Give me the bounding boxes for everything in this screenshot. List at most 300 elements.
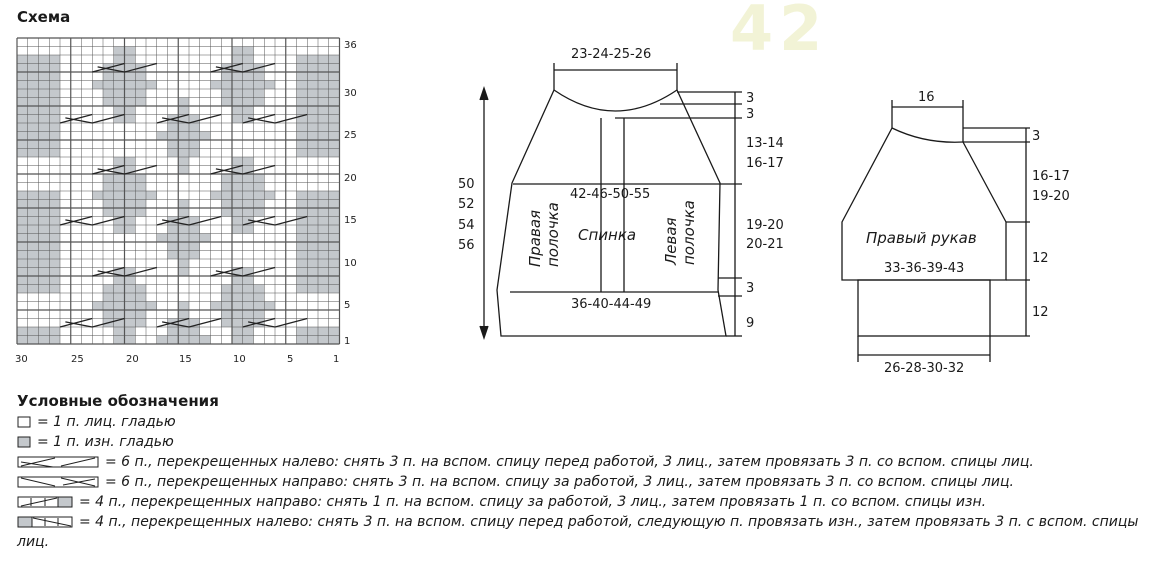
- purl-cell: [221, 293, 232, 302]
- purl-cell: [221, 302, 232, 311]
- purl-cell: [297, 55, 308, 64]
- purl-cell: [17, 217, 28, 226]
- purl-cell: [232, 293, 243, 302]
- measure: 3: [746, 281, 755, 296]
- purl-cell: [17, 285, 28, 294]
- purl-cell: [39, 72, 50, 81]
- purl-cell: [254, 302, 265, 311]
- purl-cell: [125, 72, 136, 81]
- purl-cell: [329, 200, 340, 209]
- legend-item: [17, 452, 1147, 472]
- purl-cell: [318, 140, 329, 149]
- purl-cell: [232, 47, 243, 56]
- purl-cell: [114, 157, 125, 166]
- purl-cell: [17, 132, 28, 141]
- purl-cell: [318, 327, 329, 336]
- purl-cell: [297, 140, 308, 149]
- purl-cell: [178, 123, 189, 132]
- purl-cell: [49, 251, 60, 260]
- purl-cell: [39, 149, 50, 158]
- purl-cell: [28, 64, 39, 73]
- length-size: 50: [458, 177, 475, 192]
- purl-cell: [49, 327, 60, 336]
- purl-cell: [307, 276, 318, 285]
- purl-cell: [297, 208, 308, 217]
- purl-cell: [178, 106, 189, 115]
- purl-cell: [17, 81, 28, 90]
- purl-cell: [49, 259, 60, 268]
- purl-cell: [103, 98, 114, 107]
- purl-cell: [307, 55, 318, 64]
- purl-cell: [307, 336, 318, 345]
- purl-cell: [125, 183, 136, 192]
- measure: 20-21: [746, 237, 784, 252]
- knitting-chart: [0, 28, 370, 368]
- purl-cell: [49, 123, 60, 132]
- purl-cell: [232, 276, 243, 285]
- watermark: 42: [730, 0, 829, 65]
- purl-cell: [17, 242, 28, 251]
- purl-cell: [114, 225, 125, 234]
- length-size: 56: [458, 238, 475, 253]
- measure: 9: [746, 316, 755, 331]
- purl-cell: [178, 310, 189, 319]
- purl-cell: [318, 123, 329, 132]
- legend-text: = 4 п., перекрещенных налево: снять 3 п. на вспом. спицу перед работой, следующую п. провязать изн., затем провязать 3 п. с вспом. спицы лиц.: [17, 514, 1139, 550]
- neckline: [554, 90, 677, 111]
- purl-cell: [17, 200, 28, 209]
- legend-text: = 6 п., перекрещенных направо: снять 3 п. на вспом. спицу за работой, 3 лиц., затем провязать 3 п. со вспом. спицы лиц.: [105, 474, 1014, 490]
- purl-cell: [329, 191, 340, 200]
- purl-cell: [178, 268, 189, 277]
- purl-cell: [307, 149, 318, 158]
- purl-cell: [232, 225, 243, 234]
- purl-cell: [243, 81, 254, 90]
- measure: 19-20: [746, 218, 784, 233]
- back-label: Спинка: [578, 226, 637, 244]
- purl-cell: [200, 132, 211, 141]
- purl-cell: [39, 81, 50, 90]
- purl-cell: [49, 268, 60, 277]
- legend-text: = 6 п., перекрещенных налево: снять 3 п. на вспом. спицу перед работой, 3 лиц., затем провязать 3 п. со вспом. спицы лиц.: [105, 454, 1034, 470]
- purl-cell: [125, 302, 136, 311]
- purl-cell: [135, 208, 146, 217]
- sleeve-outline: [842, 128, 1006, 280]
- purl-cell: [178, 200, 189, 209]
- purl-cell: [307, 132, 318, 141]
- cross-right-4-icon: [17, 496, 75, 508]
- purl-cell: [329, 251, 340, 260]
- purl-cell: [28, 200, 39, 209]
- purl-cell: [114, 55, 125, 64]
- purl-cell: [103, 89, 114, 98]
- purl-cell: [168, 140, 179, 149]
- purl-cell: [329, 234, 340, 243]
- purl-cell: [114, 72, 125, 81]
- purl-cell: [125, 336, 136, 345]
- purl-cell: [168, 225, 179, 234]
- purl-cell: [28, 89, 39, 98]
- purl-cell: [307, 259, 318, 268]
- purl-cell: [28, 251, 39, 260]
- purl-cell: [114, 200, 125, 209]
- purl-cell: [49, 89, 60, 98]
- purl-cell: [103, 191, 114, 200]
- purl-cell: [178, 149, 189, 158]
- purl-cell: [17, 149, 28, 158]
- purl-cell: [318, 98, 329, 107]
- purl-cell: [28, 55, 39, 64]
- purl-cell: [297, 242, 308, 251]
- row-number: 10: [344, 258, 357, 269]
- purl-cell: [17, 123, 28, 132]
- purl-cell: [39, 55, 50, 64]
- purl-cell: [189, 132, 200, 141]
- purl-cell: [318, 81, 329, 90]
- purl-cell: [318, 115, 329, 124]
- purl-cell: [221, 200, 232, 209]
- purl-cell: [243, 98, 254, 107]
- purl-cell: [211, 302, 222, 311]
- purl-cell: [243, 47, 254, 56]
- purl-cell: [135, 302, 146, 311]
- purl-cell: [318, 55, 329, 64]
- purl-cell: [307, 89, 318, 98]
- purl-cell: [28, 268, 39, 277]
- purl-cell: [254, 191, 265, 200]
- purl-cell: [157, 132, 168, 141]
- purl-cell: [178, 98, 189, 107]
- purl-cell: [221, 319, 232, 328]
- purl-cell: [125, 200, 136, 209]
- purl-cell: [297, 106, 308, 115]
- purl-cell: [189, 327, 200, 336]
- purl-cell: [178, 140, 189, 149]
- purl-cell: [307, 200, 318, 209]
- purl-cell: [125, 174, 136, 183]
- purl-cell: [221, 285, 232, 294]
- purl-cell: [125, 285, 136, 294]
- purl-cell: [49, 234, 60, 243]
- purl-cell: [28, 123, 39, 132]
- purl-cell: [232, 81, 243, 90]
- purl-cell: [114, 47, 125, 56]
- hip-width: 36-40-44-49: [571, 297, 652, 312]
- chest-width: 42-46-50-55: [570, 187, 651, 202]
- purl-cell: [168, 327, 179, 336]
- sleeve-cap: [892, 128, 963, 142]
- purl-cell: [329, 208, 340, 217]
- purl-cell: [39, 217, 50, 226]
- sleeve-top-width: 16: [918, 90, 935, 105]
- purl-cell: [297, 234, 308, 243]
- purl-cell: [125, 319, 136, 328]
- length-size: 52: [458, 197, 475, 212]
- purl-cell: [232, 174, 243, 183]
- purl-cell: [39, 208, 50, 217]
- purl-cell: [28, 191, 39, 200]
- purl-cell: [329, 106, 340, 115]
- purl-cell: [329, 217, 340, 226]
- purl-cell: [17, 234, 28, 243]
- purl-cell: [168, 251, 179, 260]
- purl-cell: [232, 302, 243, 311]
- purl-cell: [17, 72, 28, 81]
- measure: 12: [1032, 305, 1049, 320]
- legend-item: [17, 472, 1147, 492]
- legend: [17, 392, 1147, 552]
- purl-cell: [243, 302, 254, 311]
- purl-cell: [318, 259, 329, 268]
- purl-cell: [254, 183, 265, 192]
- purl-cell: [39, 234, 50, 243]
- purl-cell: [243, 276, 254, 285]
- purl-cell: [114, 310, 125, 319]
- purl-cell: [178, 302, 189, 311]
- row-number: 30: [344, 88, 357, 99]
- purl-cell: [221, 208, 232, 217]
- purl-cell: [232, 157, 243, 166]
- purl-cell: [178, 242, 189, 251]
- purl-cell: [17, 98, 28, 107]
- purl-cell: [329, 89, 340, 98]
- cross-left-4-icon: [17, 516, 75, 528]
- purl-cell: [189, 251, 200, 260]
- purl-cell: [28, 149, 39, 158]
- purl-cell: [125, 98, 136, 107]
- purl-cell: [318, 217, 329, 226]
- purl-cell: [125, 47, 136, 56]
- purl-cell: [39, 276, 50, 285]
- purl-cell: [318, 149, 329, 158]
- purl-cell: [168, 132, 179, 141]
- purl-cell: [39, 140, 50, 149]
- purl-cell: [17, 251, 28, 260]
- purl-cell: [254, 285, 265, 294]
- purl-cell: [189, 140, 200, 149]
- purl-cell: [28, 242, 39, 251]
- purl-cell: [243, 293, 254, 302]
- purl-cell: [125, 208, 136, 217]
- purl-cell: [28, 72, 39, 81]
- legend-item: [17, 432, 1147, 452]
- purl-cell: [178, 132, 189, 141]
- purl-cell: [178, 166, 189, 175]
- purl-cell: [243, 191, 254, 200]
- length-size: 54: [458, 218, 475, 233]
- purl-cell: [49, 64, 60, 73]
- purl-cell: [189, 149, 200, 158]
- purl-cell: [297, 225, 308, 234]
- purl-cell: [39, 132, 50, 141]
- purl-cell: [329, 123, 340, 132]
- measure: 16-17: [746, 156, 784, 171]
- purl-cell: [189, 336, 200, 345]
- col-number: 20: [126, 354, 139, 365]
- right-front-label: Правая полочка: [526, 202, 562, 267]
- purl-cell: [39, 225, 50, 234]
- purl-cell: [297, 276, 308, 285]
- purl-cell: [318, 285, 329, 294]
- purl-cell: [318, 225, 329, 234]
- purl-cell: [103, 208, 114, 217]
- purl-cell: [39, 64, 50, 73]
- purl-cell: [189, 225, 200, 234]
- purl-cell: [49, 72, 60, 81]
- purl-cell: [264, 81, 275, 90]
- purl-cell: [232, 72, 243, 81]
- purl-cell: [114, 98, 125, 107]
- purl-cell: [28, 327, 39, 336]
- purl-cell: [103, 310, 114, 319]
- purl-cell: [329, 149, 340, 158]
- measure: 3: [746, 107, 755, 122]
- purl-cell: [329, 115, 340, 124]
- purl-cell: [221, 174, 232, 183]
- purl-cell: [307, 81, 318, 90]
- purl-cell: [297, 81, 308, 90]
- purl-cell: [297, 251, 308, 260]
- sleeve-width: 33-36-39-43: [884, 261, 965, 276]
- legend-item: [17, 512, 1147, 552]
- purl-cell: [232, 106, 243, 115]
- purl-cell: [243, 200, 254, 209]
- purl-cell: [329, 268, 340, 277]
- purl-cell: [28, 276, 39, 285]
- purl-cell: [114, 327, 125, 336]
- purl-cell: [264, 302, 275, 311]
- purl-cell: [17, 225, 28, 234]
- purl-cell: [297, 132, 308, 141]
- purl-cell: [114, 208, 125, 217]
- purl-cell: [307, 98, 318, 107]
- purl-cell: [125, 310, 136, 319]
- purl-cell: [49, 140, 60, 149]
- purl-cell: [243, 106, 254, 115]
- purl-cell: [114, 293, 125, 302]
- purl-cell: [307, 285, 318, 294]
- purl-cell: [168, 234, 179, 243]
- purl-cell: [178, 208, 189, 217]
- purl-cell: [178, 225, 189, 234]
- purl-cell: [232, 208, 243, 217]
- purl-cell: [307, 64, 318, 73]
- purl-cell: [49, 208, 60, 217]
- purl-cell: [39, 200, 50, 209]
- purl-cell: [307, 327, 318, 336]
- purl-cell: [307, 234, 318, 243]
- purl-cell: [329, 336, 340, 345]
- purl-cell: [243, 157, 254, 166]
- purl-cell: [243, 327, 254, 336]
- purl-cell: [297, 259, 308, 268]
- purl-cell: [49, 149, 60, 158]
- purl-cell: [135, 98, 146, 107]
- purl-cell: [232, 310, 243, 319]
- legend-item: [17, 412, 1147, 432]
- purl-cell: [39, 251, 50, 260]
- purl-cell: [178, 234, 189, 243]
- purl-cell: [39, 123, 50, 132]
- row-number: 25: [344, 130, 357, 141]
- purl-cell: [103, 81, 114, 90]
- purl-cell: [254, 81, 265, 90]
- purl-cell: [125, 293, 136, 302]
- purl-cell: [157, 336, 168, 345]
- purl-cell: [28, 285, 39, 294]
- purl-cell: [254, 200, 265, 209]
- purl-cell: [189, 234, 200, 243]
- purl-cell: [221, 183, 232, 192]
- purl-cell: [168, 123, 179, 132]
- purl-cell: [125, 115, 136, 124]
- purl-cell: [135, 183, 146, 192]
- purl-cell: [49, 106, 60, 115]
- purl-cell: [178, 259, 189, 268]
- measure: 13-14: [746, 136, 784, 151]
- purl-cell: [329, 98, 340, 107]
- purl-cell: [297, 149, 308, 158]
- purl-cell: [135, 200, 146, 209]
- purl-cell: [114, 106, 125, 115]
- purl-cell: [28, 106, 39, 115]
- col-number: 5: [287, 354, 294, 365]
- purl-cell: [49, 81, 60, 90]
- measure: 16-17: [1032, 169, 1070, 184]
- purl-cell: [318, 200, 329, 209]
- purl-cell: [39, 191, 50, 200]
- purl-cell: [329, 259, 340, 268]
- purl-cell: [211, 81, 222, 90]
- purl-cell: [28, 208, 39, 217]
- purl-cell: [125, 157, 136, 166]
- sleeve-label: Правый рукав: [866, 229, 977, 247]
- purl-cell: [307, 225, 318, 234]
- row-number: 36: [344, 40, 357, 51]
- purl-cell: [49, 217, 60, 226]
- purl-cell: [243, 183, 254, 192]
- purl-cell: [254, 310, 265, 319]
- purl-cell: [178, 157, 189, 166]
- purl-cell: [254, 72, 265, 81]
- purl-cell: [221, 191, 232, 200]
- purl-cell: [168, 336, 179, 345]
- purl-cell: [254, 89, 265, 98]
- col-number: 10: [233, 354, 246, 365]
- purl-cell: [92, 302, 103, 311]
- chart-title: Схема: [17, 8, 71, 26]
- purl-cell: [232, 336, 243, 345]
- purl-cell: [243, 174, 254, 183]
- purl-cell: [232, 98, 243, 107]
- purl-cell: [297, 327, 308, 336]
- purl-cell: [232, 55, 243, 64]
- purl-cell: [114, 89, 125, 98]
- purl-cell: [49, 98, 60, 107]
- purl-cell: [114, 285, 125, 294]
- cross-right-6-icon: [17, 476, 101, 488]
- purl-cell: [297, 268, 308, 277]
- purl-cell: [329, 285, 340, 294]
- purl-cell: [157, 234, 168, 243]
- purl-cell: [39, 259, 50, 268]
- purl-cell: [297, 98, 308, 107]
- purl-cell: [297, 72, 308, 81]
- purl-cell: [178, 336, 189, 345]
- purl-cell: [318, 251, 329, 260]
- purl-cell: [125, 55, 136, 64]
- purl-cell: [49, 55, 60, 64]
